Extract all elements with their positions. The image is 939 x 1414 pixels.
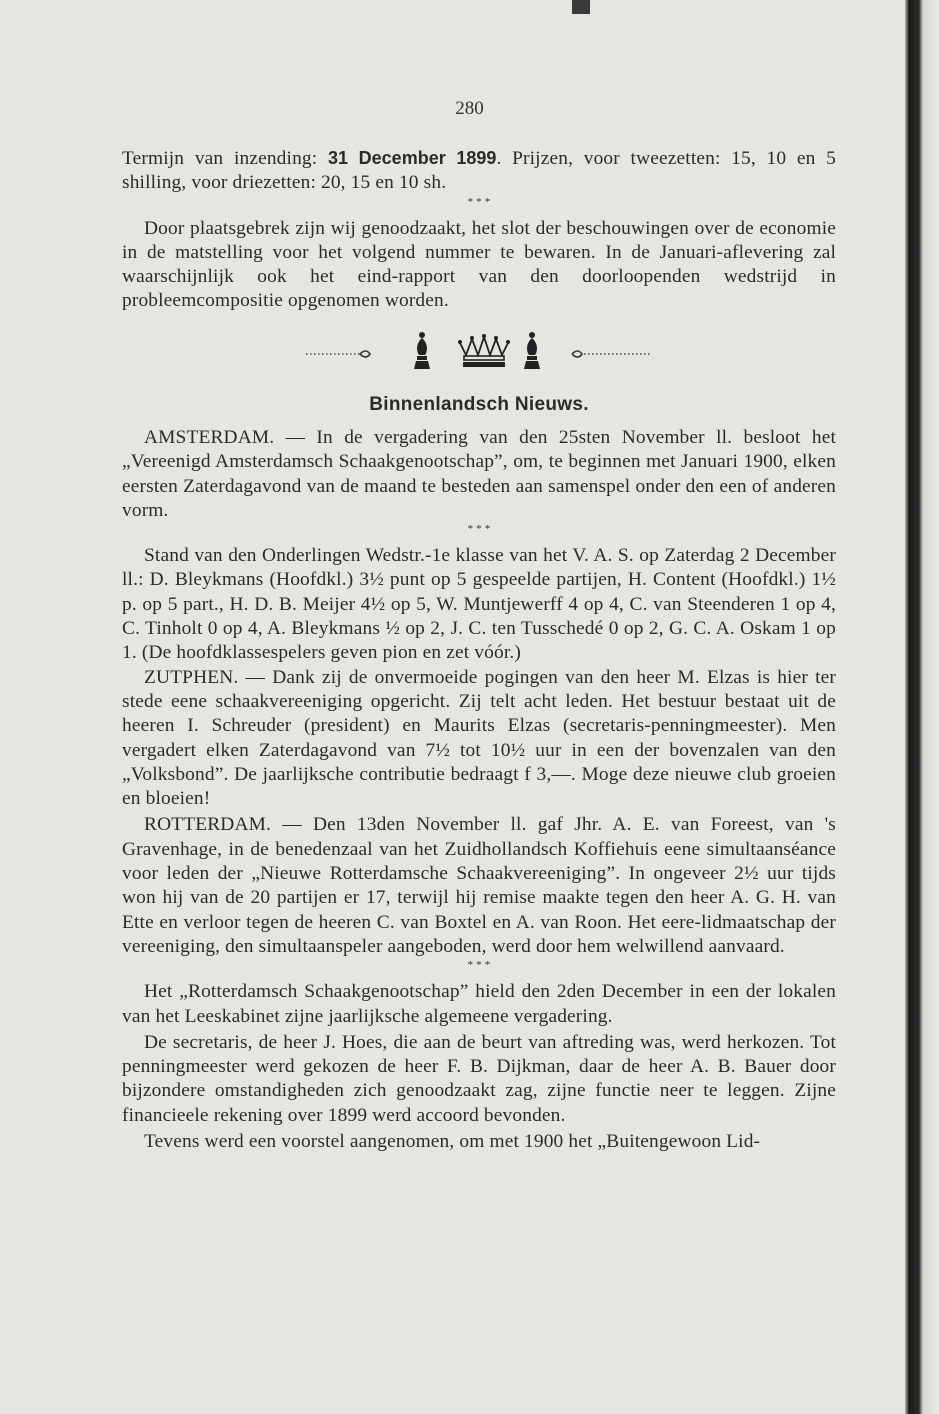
stand-paragraph: Stand van den Onderlingen Wedstr.-1e klasse van het V. A. S. op Zaterdag 2 December ll.: D. Bleykmans (Hoofdkl.) 3½ punt op 5 gespeelde partijen, H. Content (Hoofdkl.) 1½ p. op 5 part., H. D. B. Meijer 4½ op 5, W. Muntjewerff 4 op 4, C. van Steenderen 1 op 4, C. Tinholt 0 op 4, A. Bleykmans ½ op 2, J. C. ten Tusschedé 0 op 2, G. C. A. Oskam 1 op 1. (De hoofdklassespelers geven pion en zet vóór.) xyxy=(122,545,836,664)
section-separator: * * * xyxy=(467,959,491,972)
bishop-icon xyxy=(414,332,430,369)
section-heading: Binnenlandsch Nieuws. xyxy=(369,394,589,415)
page-number: 280 xyxy=(455,98,484,119)
space-note-paragraph: Door plaatsgebrek zijn wij genoodzaakt, het slot der beschouwingen over de economie in de matstelling voor het volgend nummer te bewaren. In de Januari-aflevering zal waarschijnlijk ook het eind-rapport van den doorloopenden wedstrijd in probleemcompositie opgenomen worden. xyxy=(122,217,836,312)
section-separator: * * * xyxy=(467,195,491,208)
tevens-paragraph: Tevens werd een voorstel aangenomen, om met 1900 het „Buitengewoon Lid- xyxy=(144,1131,761,1153)
deadline-paragraph: Termijn van inzending: 31 December 1899. Prijzen, voor tweezetten: 15, 10 en 5 shilling, voor driezetten: 20, 15 en 10 sh. xyxy=(122,148,836,194)
rotterdam-paragraph: ROTTERDAM. — Den 13den November ll. gaf Jhr. A. E. van Foreest, van 's Gravenhage, in de benedenzaal van het Zuidhollandsch Koffiehuis eene simultaanséance voor leden der „Nieuwe Rotterdamsche Schaakvereeniging”. In ongeveer 2½ uur tijds won hij van de 20 partijen er 17, terwijl hij remise maakte tegen den heer A. G. H. van Ette en verloor tegen de heeren C. van Boxtel en A. van Roon. Het eere-lidmaatschap der vereeniging, den simultaanspeler aangeboden, werd door hem welwillend aanvaard. xyxy=(122,814,836,957)
deadline-date: 31 December 1899 xyxy=(327,148,497,168)
bishop-icon xyxy=(524,332,540,369)
secretaris-paragraph: De secretaris, de heer J. Hoes, die aan de beurt van aftreding was, werd herkozen. Tot penningmeester werd gekozen de heer F. B. Dijkman, daar de heer A. B. Bauer door bijzondere omstandigheden zich genoodzaakt zag, zijne functie neer te leggen. Zijne financieele rekening over 1899 werd accoord bevonden. xyxy=(122,1031,836,1126)
chess-ornament xyxy=(300,327,660,373)
page-binding-edge xyxy=(905,0,939,1414)
print-mark xyxy=(572,0,590,14)
intro-block xyxy=(122,146,836,314)
section-separator: * * * xyxy=(467,523,491,536)
genootschap-paragraph: Het „Rotterdamsch Schaakgenootschap” hield den 2den December in een der lokalen van het Leeskabinet zijne jaarlijksche algemeene vergadering. xyxy=(122,981,836,1027)
news-block xyxy=(122,426,836,1154)
crown-icon xyxy=(458,334,510,367)
zutphen-paragraph: ZUTPHEN. — Dank zij de onvermoeide pogingen van den heer M. Elzas is hier ter stede eene schaakvereeniging opgericht. Zij telt acht leden. Het bestuur bestaat uit de heeren I. Schreuder (president) en Maurits Elzas (secretaris-penningmeester). Men vergadert elken Zaterdagavond van 7½ tot 10½ uur in een der bovenzalen van den „Volksbond”. De jaarlijksche contributie bedraagt f 3,—. Moge deze nieuwe club groeien en bloeien! xyxy=(122,666,836,810)
amsterdam-paragraph: AMSTERDAM. — In de vergadering van den 25sten November ll. besloot het „Vereenigd Amsterdamsch Schaakgenootschap”, om, te beginnen met Januari 1900, elken eersten Zaterdagavond van de maand te besteden aan samenspel onder den een of anderen vorm. xyxy=(122,427,836,521)
